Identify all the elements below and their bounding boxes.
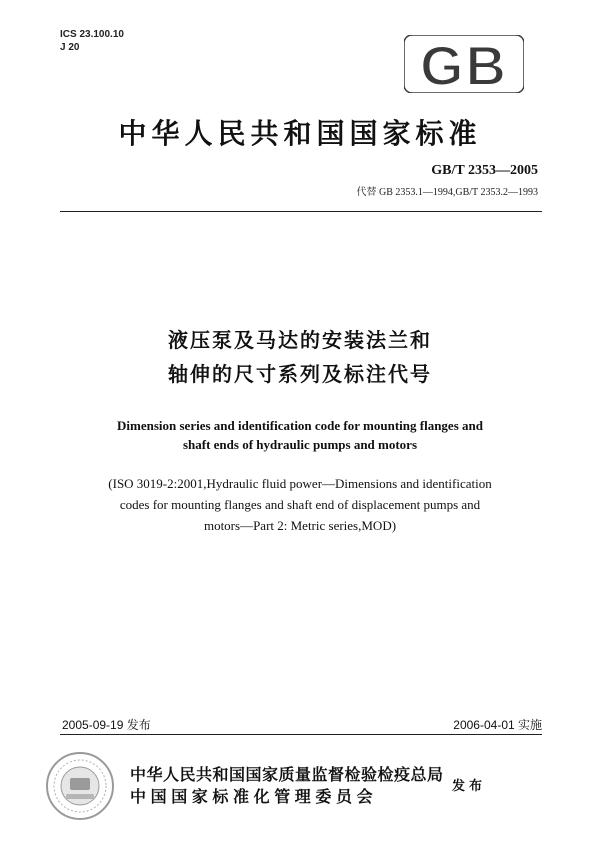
replaces-note: 代替 GB 2353.1—1994,GB/T 2353.2—1993 bbox=[356, 187, 538, 198]
gb-logo-icon bbox=[404, 35, 524, 93]
iso-reference bbox=[0, 473, 600, 536]
publisher bbox=[130, 764, 444, 808]
issue-date: 2005-09-19 发布 bbox=[62, 718, 151, 732]
header-divider bbox=[60, 211, 542, 212]
anti-counterfeit-seal-icon bbox=[44, 750, 116, 822]
english-title-line-1: Dimension series and identification code for mounting flanges and bbox=[117, 418, 483, 433]
standard-category: 中华人民共和国国家标准 bbox=[118, 117, 482, 150]
publisher-line-2: 中国国家标准化管理委员会 bbox=[130, 787, 378, 806]
footer-divider bbox=[60, 734, 542, 735]
iso-reference-line-1: (ISO 3019-2:2001,Hydraulic fluid power—Dimensions and identification bbox=[108, 476, 492, 491]
svg-text:GB: GB bbox=[420, 35, 508, 93]
chinese-title bbox=[0, 323, 600, 391]
ccs-code: J 20 bbox=[60, 42, 80, 53]
chinese-title-line-2: 轴伸的尺寸系列及标注代号 bbox=[168, 362, 432, 386]
ics-code: ICS 23.100.10 bbox=[60, 29, 124, 40]
english-title-line-2: shaft ends of hydraulic pumps and motors bbox=[182, 437, 418, 452]
iso-reference-line-3: motors—Part 2: Metric series,MOD) bbox=[203, 518, 397, 533]
implementation-date: 2006-04-01 实施 bbox=[453, 718, 542, 732]
english-title bbox=[0, 416, 600, 454]
chinese-title-line-1: 液压泵及马达的安装法兰和 bbox=[168, 328, 432, 352]
standard-code: GB/T 2353—2005 bbox=[431, 163, 538, 178]
iso-reference-line-2: codes for mounting flanges and shaft end of displacement pumps and bbox=[119, 497, 481, 512]
publish-label: 发布 bbox=[452, 779, 487, 794]
publisher-line-1: 中华人民共和国国家质量监督检验检疫总局 bbox=[130, 765, 444, 784]
classification-codes bbox=[60, 28, 124, 54]
